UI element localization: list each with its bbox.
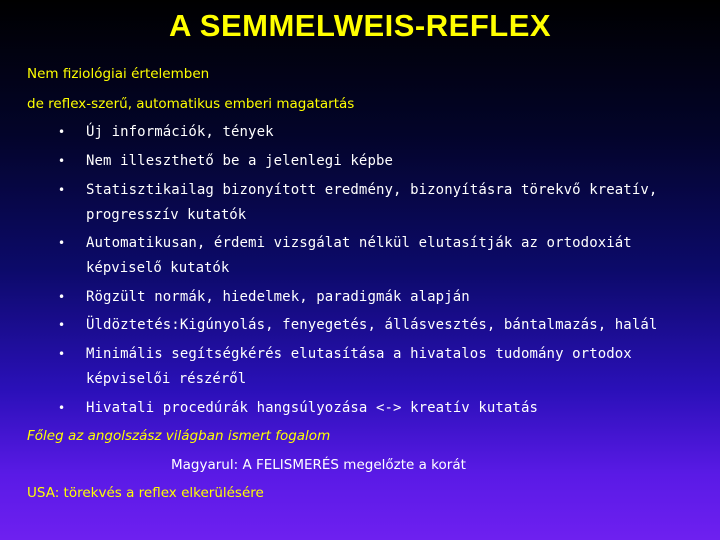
bullet-dot-5: • bbox=[58, 290, 66, 304]
bullet-item-3-continuation: progresszív kutatók bbox=[86, 207, 247, 223]
intro-line-1: Nem fiziológiai értelemben bbox=[27, 66, 210, 82]
hungarian-translation-line: Magyarul: A FELISMERÉS megelőzte a korát bbox=[171, 457, 466, 473]
bullet-item-2: Nem illeszthető be a jelenlegi képbe bbox=[86, 153, 394, 169]
bullet-dot-6: • bbox=[58, 318, 66, 332]
bullet-item-8: Hivatali procedúrák hangsúlyozása <-> kreatív kutatás bbox=[86, 400, 539, 416]
bullet-dot-3: • bbox=[58, 183, 66, 197]
bullet-item-3: Statisztikailag bizonyított eredmény, bizonyításra törekvő kreatív, bbox=[86, 182, 658, 198]
bullet-dot-7: • bbox=[58, 347, 66, 361]
concept-line: Főleg az angolszász világban ismert fogalom bbox=[27, 428, 331, 444]
bullet-dot-4: • bbox=[58, 236, 66, 250]
bullet-item-6: Üldöztetés:Kigúnyolás, fenyegetés, állásvesztés, bántalmazás, halál bbox=[86, 317, 658, 333]
bullet-item-7-continuation: képviselői részéről bbox=[86, 371, 247, 387]
bullet-dot-2: • bbox=[58, 154, 66, 168]
bullet-item-4: Automatikusan, érdemi vizsgálat nélkül elutasítják az ortodoxiát bbox=[86, 235, 632, 251]
usa-line: USA: törekvés a reflex elkerülésére bbox=[27, 485, 264, 501]
bullet-item-5: Rögzült normák, hiedelmek, paradigmák alapján bbox=[86, 289, 470, 305]
bullet-item-7: Minimális segítségkérés elutasítása a hivatalos tudomány ortodox bbox=[86, 346, 632, 362]
bullet-dot-1: • bbox=[58, 125, 66, 139]
intro-line-2: de reflex-szerű, automatikus emberi magatartás bbox=[27, 96, 355, 112]
bullet-dot-8: • bbox=[58, 401, 66, 415]
bullet-item-4-continuation: képviselő kutatók bbox=[86, 260, 230, 276]
bullet-item-1: Új információk, tények bbox=[86, 124, 274, 140]
slide-title: A SEMMELWEIS-REFLEX bbox=[168, 8, 552, 43]
